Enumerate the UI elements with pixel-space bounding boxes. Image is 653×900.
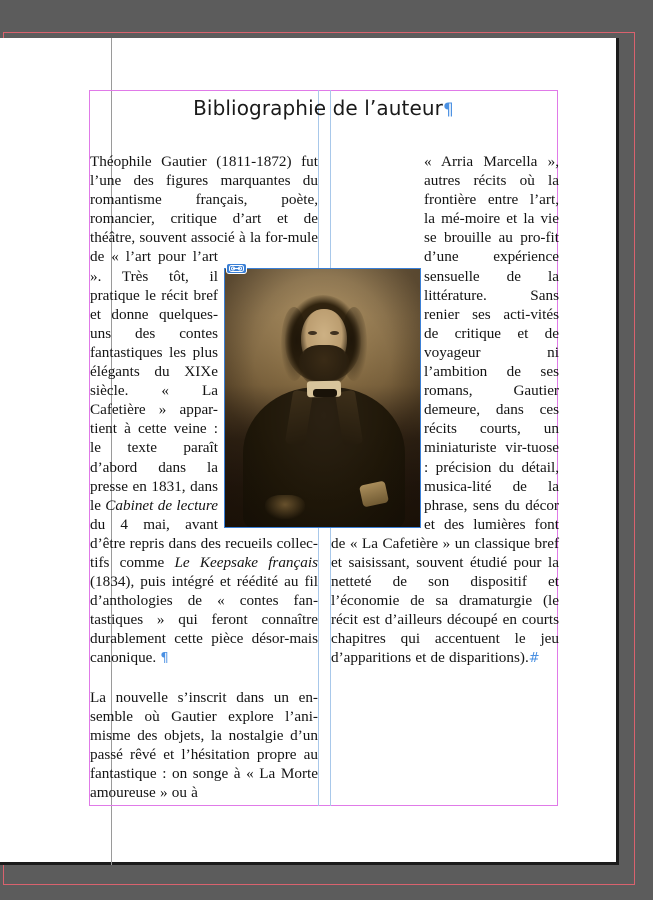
- paragraph-1-part-2: du 4 mai, avant d’être repris dans des recueils collec-tifs comme: [90, 515, 318, 571]
- paragraph-1-part-3: (1834), puis intégré et réédité au fil d’anthologies de « contes fan-tastiques » qui feront connaître durablement cette pièce désor-mais canonique.: [90, 573, 318, 667]
- pilcrow-mark-title: ¶: [442, 100, 454, 120]
- paragraph-2[interactable]: [90, 688, 318, 803]
- photo-vignette: [225, 269, 420, 527]
- anchor-icon[interactable]: [226, 263, 247, 274]
- end-of-text-mark: #: [528, 651, 540, 667]
- paragraph-1-italic-2: Le Keepsake français: [174, 553, 318, 571]
- paragraph-1-part-1: Théophile Gautier (1811-1872) fut l’une des figures marquantes du romantisme français, poète, romancier, critique d’art et de théâtre, souvent associé à la for-mule de « l’art pour l’art ». Très tôt, il pratique le récit bref et donne quelques-uns des contes fantastiques les plus élégants du XIXe siècle. « La Cafetière » appar-tient à cette veine : le texte paraît d’abord dans la presse en 1831, dans le: [90, 153, 318, 514]
- page-title[interactable]: [90, 96, 557, 120]
- figure-portrait-gautier[interactable]: [224, 268, 421, 528]
- pilcrow-mark-para-1: ¶: [160, 651, 169, 667]
- paragraph-1-italic-1: Cabinet de lecture: [105, 496, 218, 514]
- page-title-text: Bibliographie de l’auteur: [193, 96, 443, 120]
- paragraph-2-text: La nouvelle s’inscrit dans un en-semble où Gautier explore l’ani-misme des objets, la nostalgie d’un passé rêvé et l’hésitation propre au fantastique : on songe à « La Morte amoureuse » ou à: [90, 688, 318, 801]
- paragraph-3-text: « Arria Marcella », autres récits où la frontière entre l’art, la mé-moire et la vie se brouille au pro-fit d’une expérience sensuelle de la littérature. Sans renier ses acti-vités de critique et de voyageur ni l’ambition de ses romans, Gautier demeure, dans ces récits courts, un miniaturiste vir-tuose : précision du détail, musica-lité de la phrase, sens du décor et des lumières font de « La Cafetière » un classique bref et saisissant, souvent étudié pour la netteté de son dispositif et l’économie de sa dramaturgie (le récit est d’ailleurs découpé en courts chapitres qui accentuent le jeu d’apparitions et de disparitions).: [331, 153, 559, 667]
